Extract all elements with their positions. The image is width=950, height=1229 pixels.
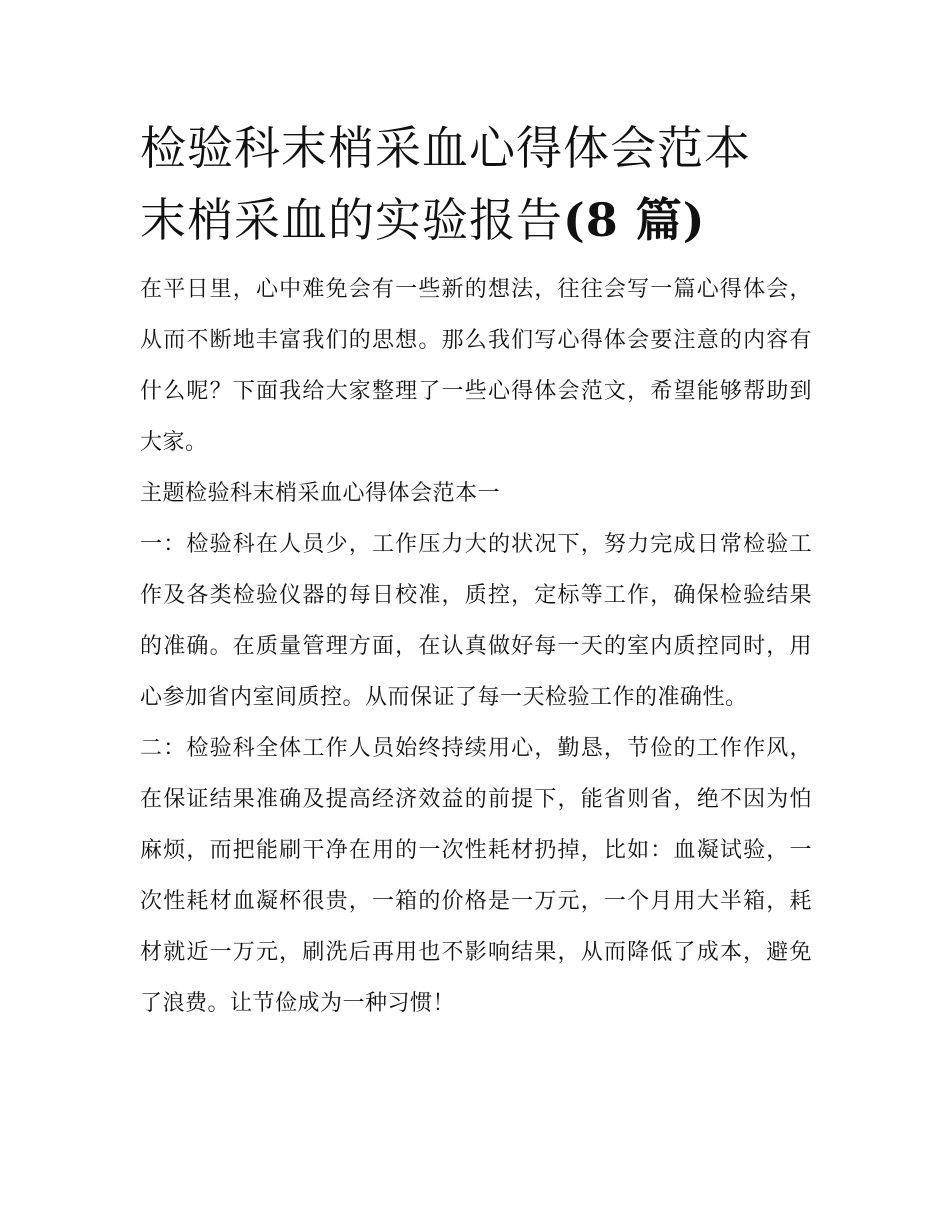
paragraph-two: 二：检验科全体工作人员始终持续用心，勤恳，节俭的工作作风，在保证结果准确及提高经济效益的前提下，能省则省，绝不因为怕麻烦，而把能刷干净在用的一次性耗材扔掉，比如：血凝试验，一次性耗材血凝杯很贵，一箱的价格是一万元，一个月用大半箱，耗材就近一万元，刷洗后再用也不影响结果，从而降低了成本，避免了浪费。让节俭成为一种习惯！ xyxy=(140,736,812,1016)
document-title xyxy=(140,112,812,256)
section-heading: 主题检验科末梢采血心得体会范本一 xyxy=(140,481,501,506)
title-line-2: 末梢采血的实验报告 xyxy=(140,193,563,247)
intro-paragraph: 在平日里，心中难免会有一些新的想法，往往会写一篇心得体会，从而不断地丰富我们的思想。那么我们写心得体会要注意的内容有什么呢？下面我给大家整理了一些心得体会范文，希望能够帮助到大家。 xyxy=(140,277,812,455)
title-count: (8 篇) xyxy=(563,193,706,247)
document-page xyxy=(140,112,812,1029)
paragraph-one: 一：检验科在人员少，工作压力大的状况下，努力完成日常检验工作及各类检验仪器的每日校准，质控，定标等工作，确保检验结果的准确。在质量管理方面，在认真做好每一天的室内质控同时，用心参加省内室间质控。从而保证了每一天检验工作的准确性。 xyxy=(140,532,812,710)
title-line-1: 检验科末梢采血心得体会范本 xyxy=(140,121,751,175)
